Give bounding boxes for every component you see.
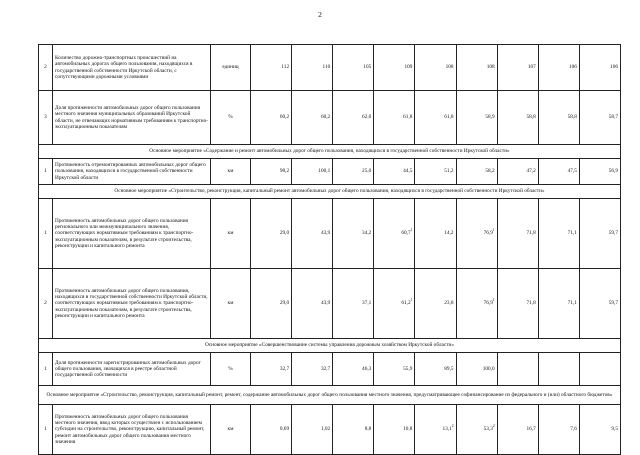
value-cell: 59,7 <box>579 199 620 269</box>
indicator-name: Доля протяженности зарегистрированных автомобильных дорог общего пользования, значащихся в реестре областной государственной собственности <box>53 353 211 386</box>
footnote-mark: 2 <box>451 424 454 429</box>
indicator-name: Протяженность отремонтированных автомобильных дорог общего пользования, находящихся в государственной собственности Иркутской области <box>53 159 211 185</box>
value-cell: 29,0 <box>251 269 292 339</box>
indicator-row <box>39 45 621 91</box>
indicator-row <box>39 405 621 455</box>
value-cell: 1,02 <box>292 405 333 455</box>
value-cell: 76,9$^1$ <box>456 199 497 269</box>
value-cell: 109 <box>374 45 415 91</box>
row-number: 1 <box>39 405 53 455</box>
value-cell: 14,2 <box>415 199 456 269</box>
section-title: Основное мероприятие «Содержание и ремонт автомобильных дорог общего пользования, находящихся в государственной собственности Иркутской области» <box>39 145 621 159</box>
indicator-row <box>39 199 621 269</box>
value-cell: 7,6 <box>538 405 579 455</box>
row-number: 3 <box>39 91 53 145</box>
value-cell: 58,8 <box>538 91 579 145</box>
indicator-name: Количество дорожно-транспортных происшествий на автомобильных дорогах общего пользования, находящихся в государственной собственности Иркутской области, с сопутствующими дорожными условиями <box>53 45 211 91</box>
indicator-row <box>39 159 621 185</box>
value-cell: 58,8 <box>497 91 538 145</box>
indicator-name: Протяженность автомобильных дорог общего пользования регионального или межмуниципального значения, соответствующих нормативным требованиям к транспортно-эксплуатационным показателям, в результате строительства, реконструкции и капитального ремонта <box>53 199 211 269</box>
value-cell: 71,8 <box>497 199 538 269</box>
unit-cell: км <box>211 405 251 455</box>
value-cell: 58,2 <box>456 159 497 185</box>
unit-cell: км <box>211 199 251 269</box>
footnote-mark: 2 <box>492 424 495 429</box>
value-cell: 71,1 <box>538 199 579 269</box>
value-cell: 13,1$^2$ <box>415 405 456 455</box>
value-cell: 61,2$^1$ <box>374 269 415 339</box>
value-cell: 44,5 <box>374 159 415 185</box>
value-cell: 43,9 <box>292 199 333 269</box>
row-number: 2 <box>39 45 53 91</box>
value-cell: 58,9 <box>456 91 497 145</box>
value-cell: 98,2 <box>251 159 292 185</box>
indicator-row <box>39 353 621 386</box>
value-cell: 32,7 <box>292 353 333 386</box>
unit-cell: % <box>211 353 251 386</box>
row-number: 1 <box>39 199 53 269</box>
footnote-mark: 1 <box>492 298 495 303</box>
value-cell: 58,7 <box>579 91 620 145</box>
value-cell: 107 <box>497 45 538 91</box>
value-cell: 62,0 <box>333 91 374 145</box>
value-cell: 112 <box>251 45 292 91</box>
value-cell: 76,9$^1$ <box>456 269 497 339</box>
value-cell: 25,0 <box>333 159 374 185</box>
indicator-row <box>39 91 621 145</box>
footnote-mark: 1 <box>492 228 495 233</box>
value-cell: 89,5 <box>415 353 456 386</box>
value-cell: 100,0 <box>456 353 497 386</box>
value-cell: 108 <box>456 45 497 91</box>
value-cell: 110 <box>292 45 333 91</box>
value-cell: 108 <box>415 45 456 91</box>
indicator-row <box>39 269 621 339</box>
value-cell: 71,8 <box>497 269 538 339</box>
value-cell: 46,3 <box>333 353 374 386</box>
indicators-table <box>38 44 621 455</box>
value-cell: 60,7$^1$ <box>374 199 415 269</box>
row-number: 1 <box>39 353 53 386</box>
value-cell: 47,5 <box>538 159 579 185</box>
value-cell: 60,2 <box>292 91 333 145</box>
value-cell: 0,69 <box>251 405 292 455</box>
value-cell: 16,7 <box>497 405 538 455</box>
value-cell: 37,1 <box>333 269 374 339</box>
value-cell: 51,2 <box>415 159 456 185</box>
unit-cell: единиц <box>211 45 251 91</box>
value-cell: 32,7 <box>251 353 292 386</box>
value-cell: 61,8 <box>415 91 456 145</box>
indicator-name: Доля протяженности автомобильных дорог общего пользования местного значения муниципальных образований Иркутской области, не отвечающих нормативным требованиям к транспортно-эксплуатационным показателям <box>53 91 211 145</box>
section-title: Основное мероприятие «Строительство, реконструкция, капитальный ремонт, ремонт, содержание автомобильных дорог общего пользования местного значения, предусматривающее софинансирование из федерального и (или) областного бюджетов» <box>39 386 621 405</box>
value-cell <box>579 353 620 386</box>
value-cell: 56,9 <box>579 159 620 185</box>
indicator-name: Протяженность автомобильных дорог общего пользования местного значения, ввод которых осуществлен с использованием субсидии на строительство, реконструкцию, капитальный ремонт, ремонт автомобильных дорог общего пользования местного значения <box>53 405 211 455</box>
row-number: 1 <box>39 159 53 185</box>
section-header-row <box>39 339 621 353</box>
section-header-row <box>39 386 621 405</box>
section-header-row <box>39 185 621 199</box>
unit-cell: км <box>211 269 251 339</box>
value-cell: 106 <box>579 45 620 91</box>
section-title: Основное мероприятие «Совершенствование системы управления дорожным хозяйством Иркутской области» <box>39 339 621 353</box>
value-cell: 47,2 <box>497 159 538 185</box>
value-cell: 60,2 <box>251 91 292 145</box>
unit-cell: км <box>211 159 251 185</box>
value-cell: 10,8 <box>374 405 415 455</box>
value-cell: 34,2 <box>333 199 374 269</box>
value-cell: 105 <box>333 45 374 91</box>
footnote-mark: 1 <box>410 298 413 303</box>
footnote-mark: 1 <box>410 228 413 233</box>
value-cell: 59,7 <box>579 269 620 339</box>
value-cell: 23,8 <box>415 269 456 339</box>
value-cell <box>538 353 579 386</box>
section-title: Основное мероприятие «Строительство, реконструкция, капитальный ремонт автомобильных дорог общего пользования, находящихся в государственной собственности Иркутской области» <box>39 185 621 199</box>
value-cell: 8,8 <box>333 405 374 455</box>
value-cell: 71,1 <box>538 269 579 339</box>
value-cell: 29,0 <box>251 199 292 269</box>
value-cell: 9,5 <box>579 405 620 455</box>
indicator-name: Протяженность автомобильных дорог общего пользования, находящихся в государственной собственности Иркутской области, соответствующих нормативным требованиям к транспортно-эксплуатационным показателям, в результате строительства, реконструкции и капитального ремонта <box>53 269 211 339</box>
page-number: 2 <box>318 10 322 19</box>
value-cell: 100,1 <box>292 159 333 185</box>
section-header-row <box>39 145 621 159</box>
unit-cell: % <box>211 91 251 145</box>
row-number: 2 <box>39 269 53 339</box>
value-cell <box>497 353 538 386</box>
value-cell: 106 <box>538 45 579 91</box>
value-cell: 53,3$^2$ <box>456 405 497 455</box>
value-cell: 55,9 <box>374 353 415 386</box>
value-cell: 61,8 <box>374 91 415 145</box>
value-cell: 43,9 <box>292 269 333 339</box>
